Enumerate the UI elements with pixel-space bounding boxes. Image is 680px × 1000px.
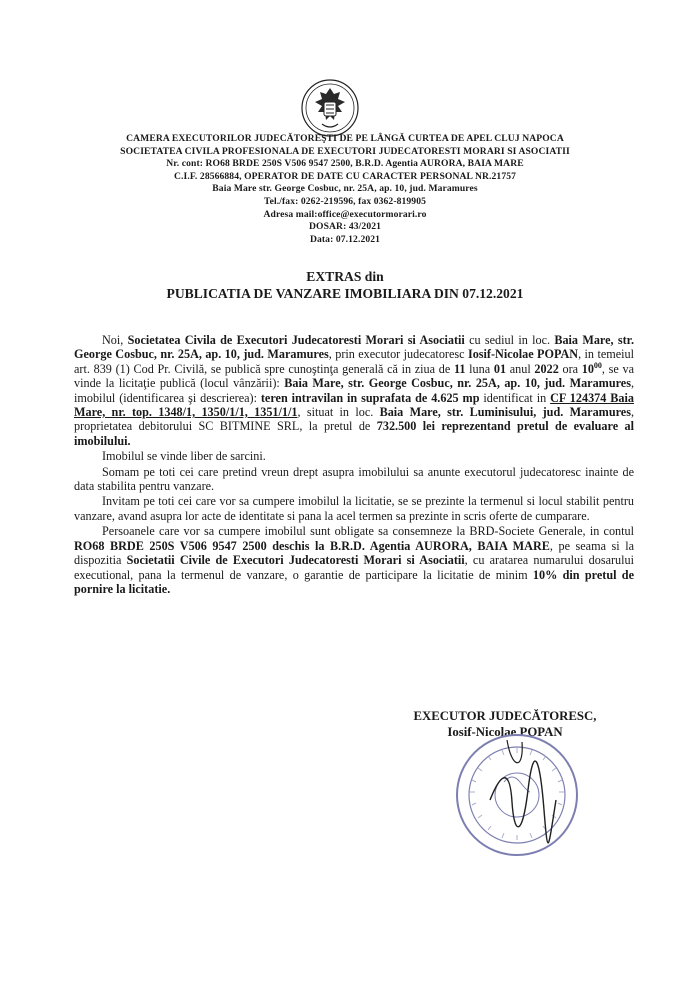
text: , in temeiul art. 839 (1) Cod Pr. Civilă, se publică spre cunoştinţa generală că in ziua de [74, 347, 634, 376]
text: luna [465, 361, 494, 376]
bold-text: Societatii Civile de Executori Judecatoresti Morari si Asociatii [126, 553, 465, 568]
bold-text: Baia Mare, str. George Cosbuc, nr. 25A, ap. 10, jud. Maramures [284, 376, 631, 391]
letterhead [60, 133, 630, 246]
official-stamp-icon [452, 730, 582, 860]
text: , imobilul (identificarea şi descrierea): [74, 376, 634, 405]
header-company: SOCIETATEA CIVILA PROFESIONALA DE EXECUTORI JUDECATORESTI MORARI SI ASOCIATII [120, 145, 570, 157]
document-body [74, 333, 634, 596]
bold-text: Societatea Civila de Executori Judecatoresti Morari si Asociatii [127, 333, 465, 347]
text: , se va vinde la licitaţie publică (locul vânzării): [74, 361, 635, 391]
bold-text: Iosif-Nicolae POPAN [467, 347, 579, 362]
paragraph-guarantee [74, 524, 634, 596]
paragraph-summons: Somam pe toti cei care pretind vreun drept asupra imobilului sa anunte executorul judecatoresc inainte de data stabilita pentru vanzare. [74, 464, 634, 494]
bold-text: 00 [593, 360, 602, 370]
text: anul [506, 361, 535, 376]
text: Noi, [102, 333, 128, 347]
paragraph-no-encumbrances: Imobilul se vinde liber de sarcini. [102, 449, 266, 464]
header-file-number: DOSAR: 43/2021 [308, 221, 382, 233]
coat-of-arms-icon [300, 78, 360, 138]
document-title [60, 268, 630, 302]
header-address: Baia Mare str. George Cosbuc, nr. 25A, ap. 10, jud. Maramures [212, 183, 478, 195]
header-phone: Tel./fax: 0262-219596, fax 0362-819905 [264, 195, 426, 207]
paragraph-invitation: Invitam pe toti cei care vor sa cumpere imobilul la licitatie, se se prezinte la termenul si locul stabilit pentru vanzare, avand asupra lor acte de identitate si pana la acel termen sa prezinte in scris oferte de cumparare. [74, 494, 634, 523]
header-date: Data: 07.12.2021 [309, 233, 381, 245]
text: , situat in loc. [297, 405, 380, 420]
text: , proprietatea debitorului SC BITMINE SRL, la pretul de [74, 405, 634, 434]
header-cif: C.I.F. 28566884, OPERATOR DE DATE CU CARACTER PERSONAL NR.21757 [173, 170, 517, 182]
bold-text: Baia Mare, str. Luminisului, jud. Maramures [379, 405, 631, 420]
signature-name: Iosif-Nicolae POPAN [447, 725, 563, 739]
text: Persoanele care vor sa cumpere imobilul sunt obligate sa consemneze la BRD-Societe Generale, in contul [102, 524, 634, 539]
header-email: Adresa mail:office@executormorari.ro [263, 208, 427, 220]
paragraph-sale-notice [74, 333, 634, 448]
title-line-2: PUBLICATIA DE VANZARE IMOBILIARA DIN 07.12.2021 [166, 286, 524, 301]
title-line-1: EXTRAS din [306, 269, 384, 284]
bold-text: 2022 [534, 361, 559, 376]
text: , prin executor judecatoresc [328, 347, 468, 362]
bold-text: 10 [581, 361, 594, 376]
underlined-text: CF 124374 Baia Mare, nr. top. 1348/1, 1350/1/1, 1351/1/1 [74, 390, 634, 420]
text: cu sediul in loc. [464, 333, 555, 347]
bold-text: teren intravilan in suprafata de 4.625 mp [260, 390, 480, 405]
text: ora [558, 361, 582, 376]
header-account: Nr. cont: RO68 BRDE 250S V506 9547 2500, B.R.D. Agentia AURORA, BAIA MARE [166, 158, 524, 170]
header-chamber: CAMERA EXECUTORILOR JUDECĂTOREŞTI DE PE LÂNGĂ CURTEA DE APEL CLUJ NAPOCA [126, 133, 564, 144]
text: , cu aratarea numarului dosarului executional, pana la termenul de vanzare, o garantie de participare la licitatie de minim [74, 553, 635, 582]
text: , pe seama si la dispozitia [74, 538, 634, 568]
text: identificat in [479, 390, 551, 405]
bold-text: RO68 BRDE 250S V506 9547 2500 deschis la B.R.D. Agentia AURORA, BAIA MARE [74, 538, 550, 553]
bold-text: 10% din pretul de pornire la licitatie. [74, 567, 634, 596]
bold-text: Baia Mare, str. George Cosbuc, nr. 25A, ap. 10, jud. Maramures [74, 333, 635, 362]
bold-text: 01 [493, 361, 507, 376]
bold-text: 11 [453, 361, 466, 376]
bold-text: 732.500 lei reprezentand pretul de evaluare al imobilului. [74, 419, 634, 448]
signature-role: EXECUTOR JUDECĂTORESC, [413, 709, 597, 723]
